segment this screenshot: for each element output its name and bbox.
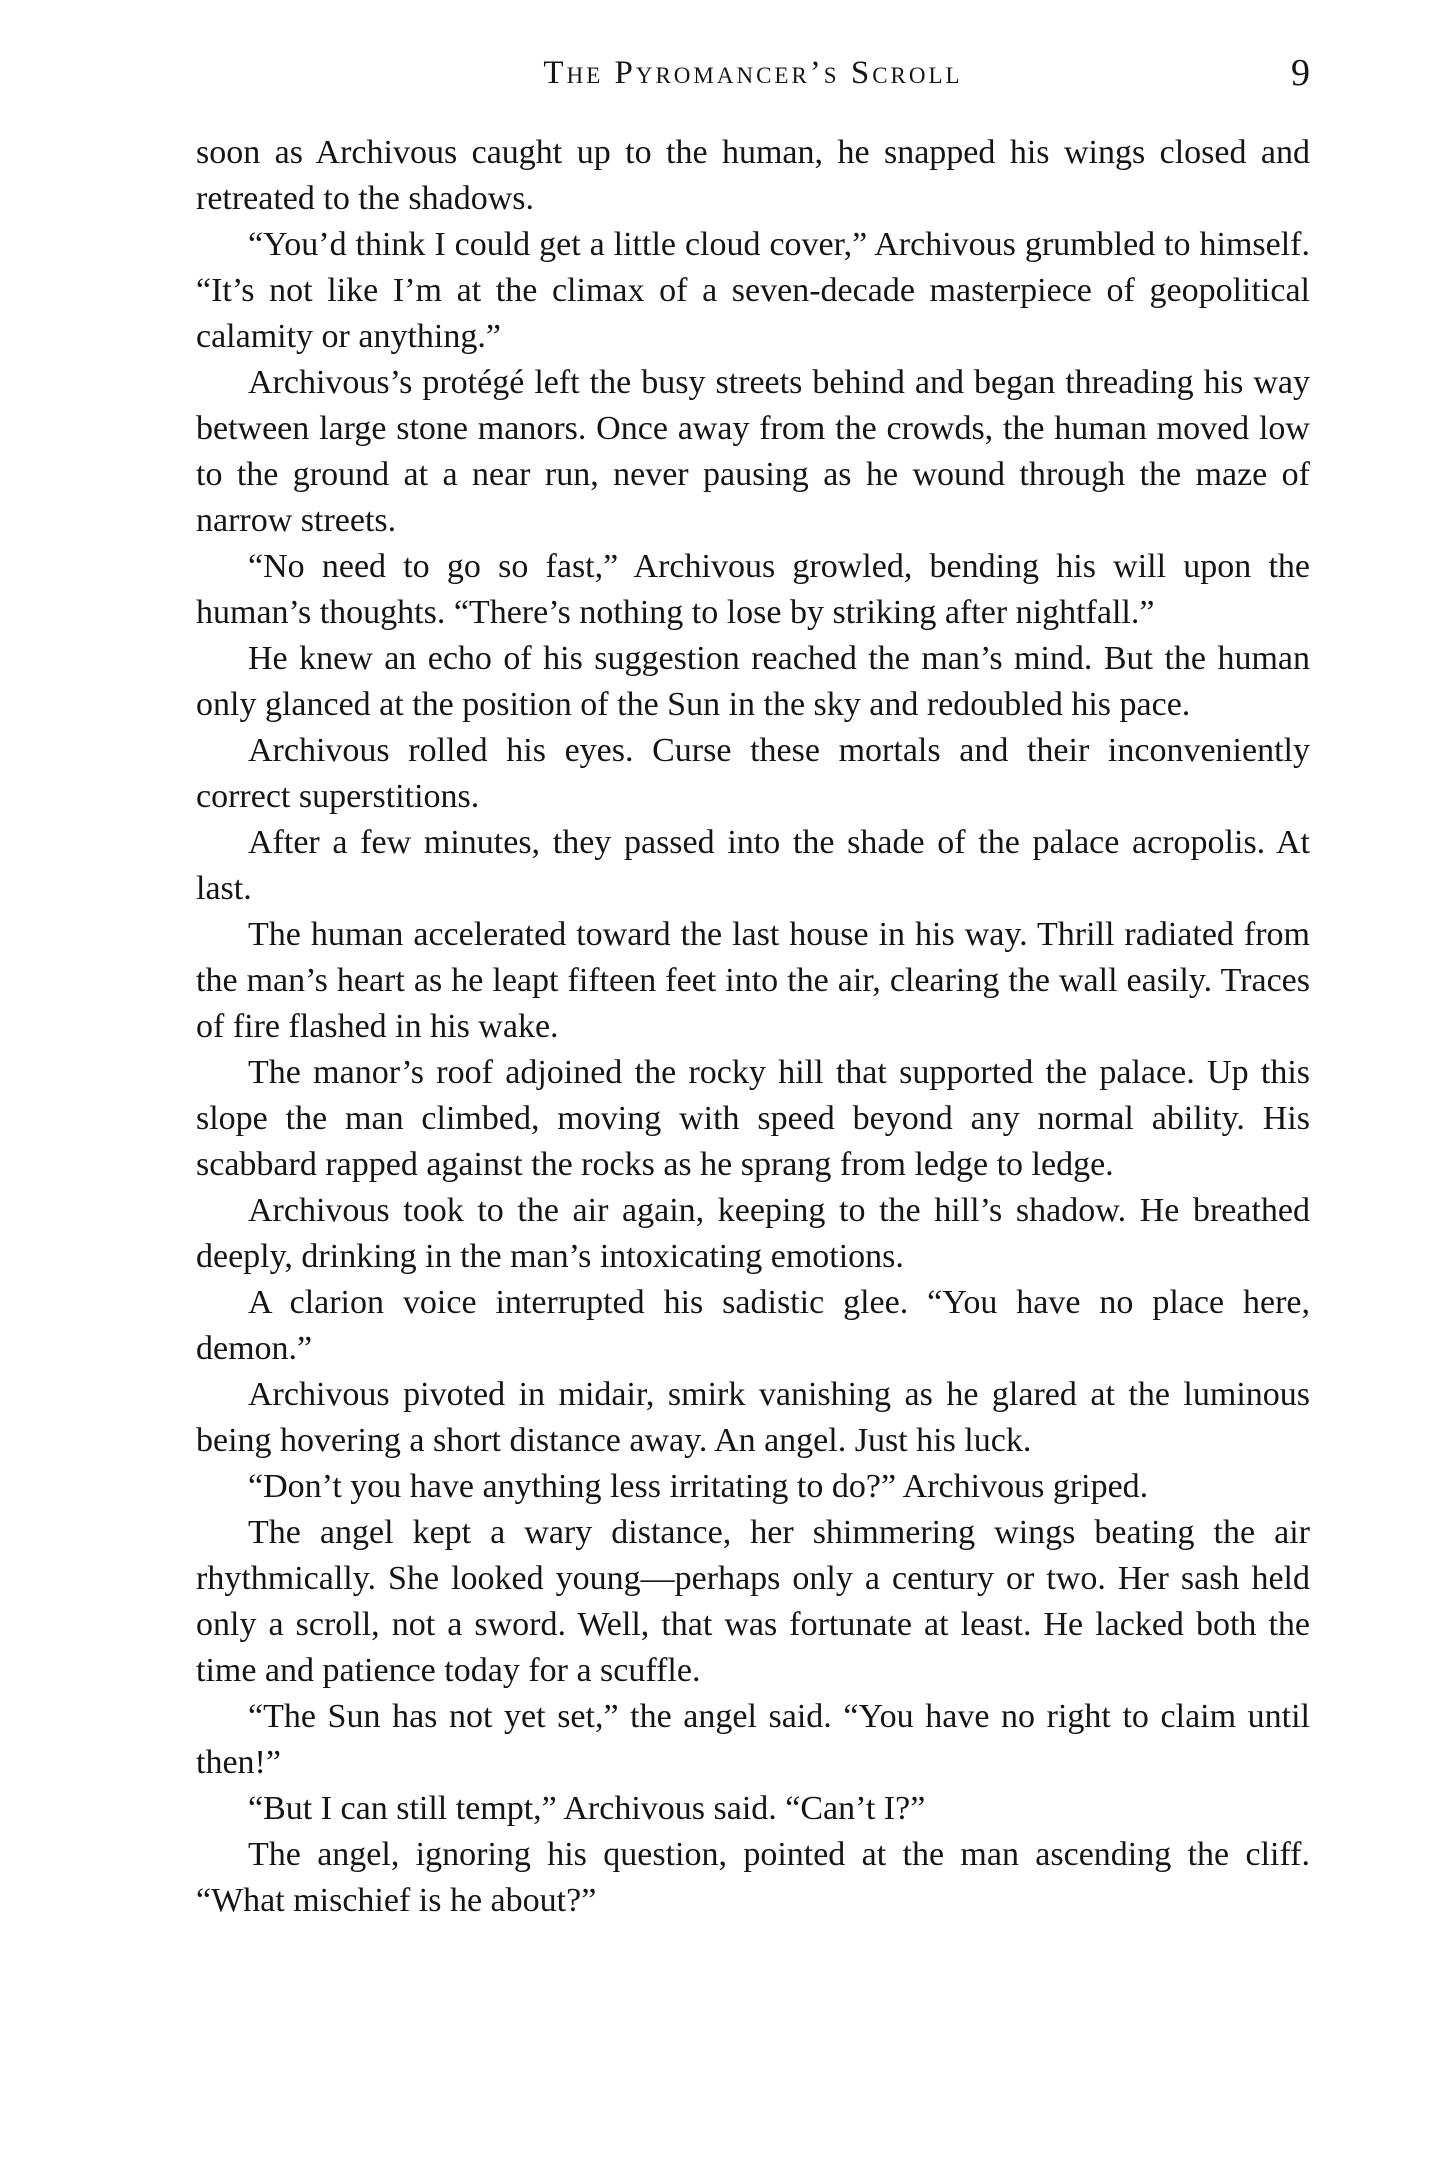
paragraph: The human accelerated toward the last house in his way. Thrill radiated from the man’s heart as he leapt fifteen feet into the air, clearing the wall easily. Traces of fire flashed in his wake. [196, 916, 1310, 1045]
page-body [196, 130, 1310, 1924]
paragraph: The angel, ignoring his question, pointed at the man ascending the cliff. “What mischief is he about?” [196, 1836, 1310, 1919]
paragraph: “No need to go so fast,” Archivous growled, bending his will upon the human’s thoughts. “There’s nothing to lose by striking after nightfall.” [196, 548, 1310, 631]
paragraph: The manor’s roof adjoined the rocky hill that supported the palace. Up this slope the man climbed, moving with speed beyond any normal ability. His scabbard rapped against the rocks as he sprang from ledge to ledge. [196, 1054, 1310, 1183]
paragraph: soon as Archivous caught up to the human, he snapped his wings closed and retreated to the shadows. [196, 134, 1310, 217]
paragraph: The angel kept a wary distance, her shimmering wings beating the air rhythmically. She looked young—perhaps only a century or two. Her sash held only a scroll, not a sword. Well, that was fortunate at least. He lacked both the time and patience today for a scuffle. [196, 1514, 1310, 1689]
paragraph: “But I can still tempt,” Archivous said. “Can’t I?” [248, 1790, 926, 1827]
paragraph: Archivous’s protégé left the busy streets behind and began threading his way between large stone manors. Once away from the crowds, the human moved low to the ground at a near run, never pausing as he wound through the maze of narrow streets. [196, 364, 1310, 539]
running-header-title: The Pyromancer’s Scroll [543, 55, 963, 91]
paragraph: Archivous rolled his eyes. Curse these mortals and their inconveniently correct superstitions. [196, 732, 1310, 815]
paragraph: “Don’t you have anything less irritating to do?” Archivous griped. [248, 1468, 1149, 1505]
paragraph: “The Sun has not yet set,” the angel said. “You have no right to claim until then!” [196, 1698, 1310, 1781]
paragraph: After a few minutes, they passed into the shade of the palace acropolis. At last. [196, 824, 1310, 907]
paragraph: “You’d think I could get a little cloud cover,” Archivous grumbled to himself. “It’s not like I’m at the climax of a seven-decade masterpiece of geopolitical calamity or anything.” [196, 226, 1310, 355]
running-header [196, 50, 1310, 96]
paragraph: Archivous took to the air again, keeping to the hill’s shadow. He breathed deeply, drinking in the man’s intoxicating emotions. [196, 1192, 1310, 1275]
paragraph: A clarion voice interrupted his sadistic glee. “You have no place here, demon.” [196, 1284, 1310, 1367]
page-number: 9 [1291, 52, 1310, 94]
paragraph: Archivous pivoted in midair, smirk vanishing as he glared at the luminous being hovering a short distance away. An angel. Just his luck. [196, 1376, 1310, 1459]
book-page [196, 0, 1310, 1924]
paragraph: He knew an echo of his suggestion reached the man’s mind. But the human only glanced at the position of the Sun in the sky and redoubled his pace. [196, 640, 1310, 723]
